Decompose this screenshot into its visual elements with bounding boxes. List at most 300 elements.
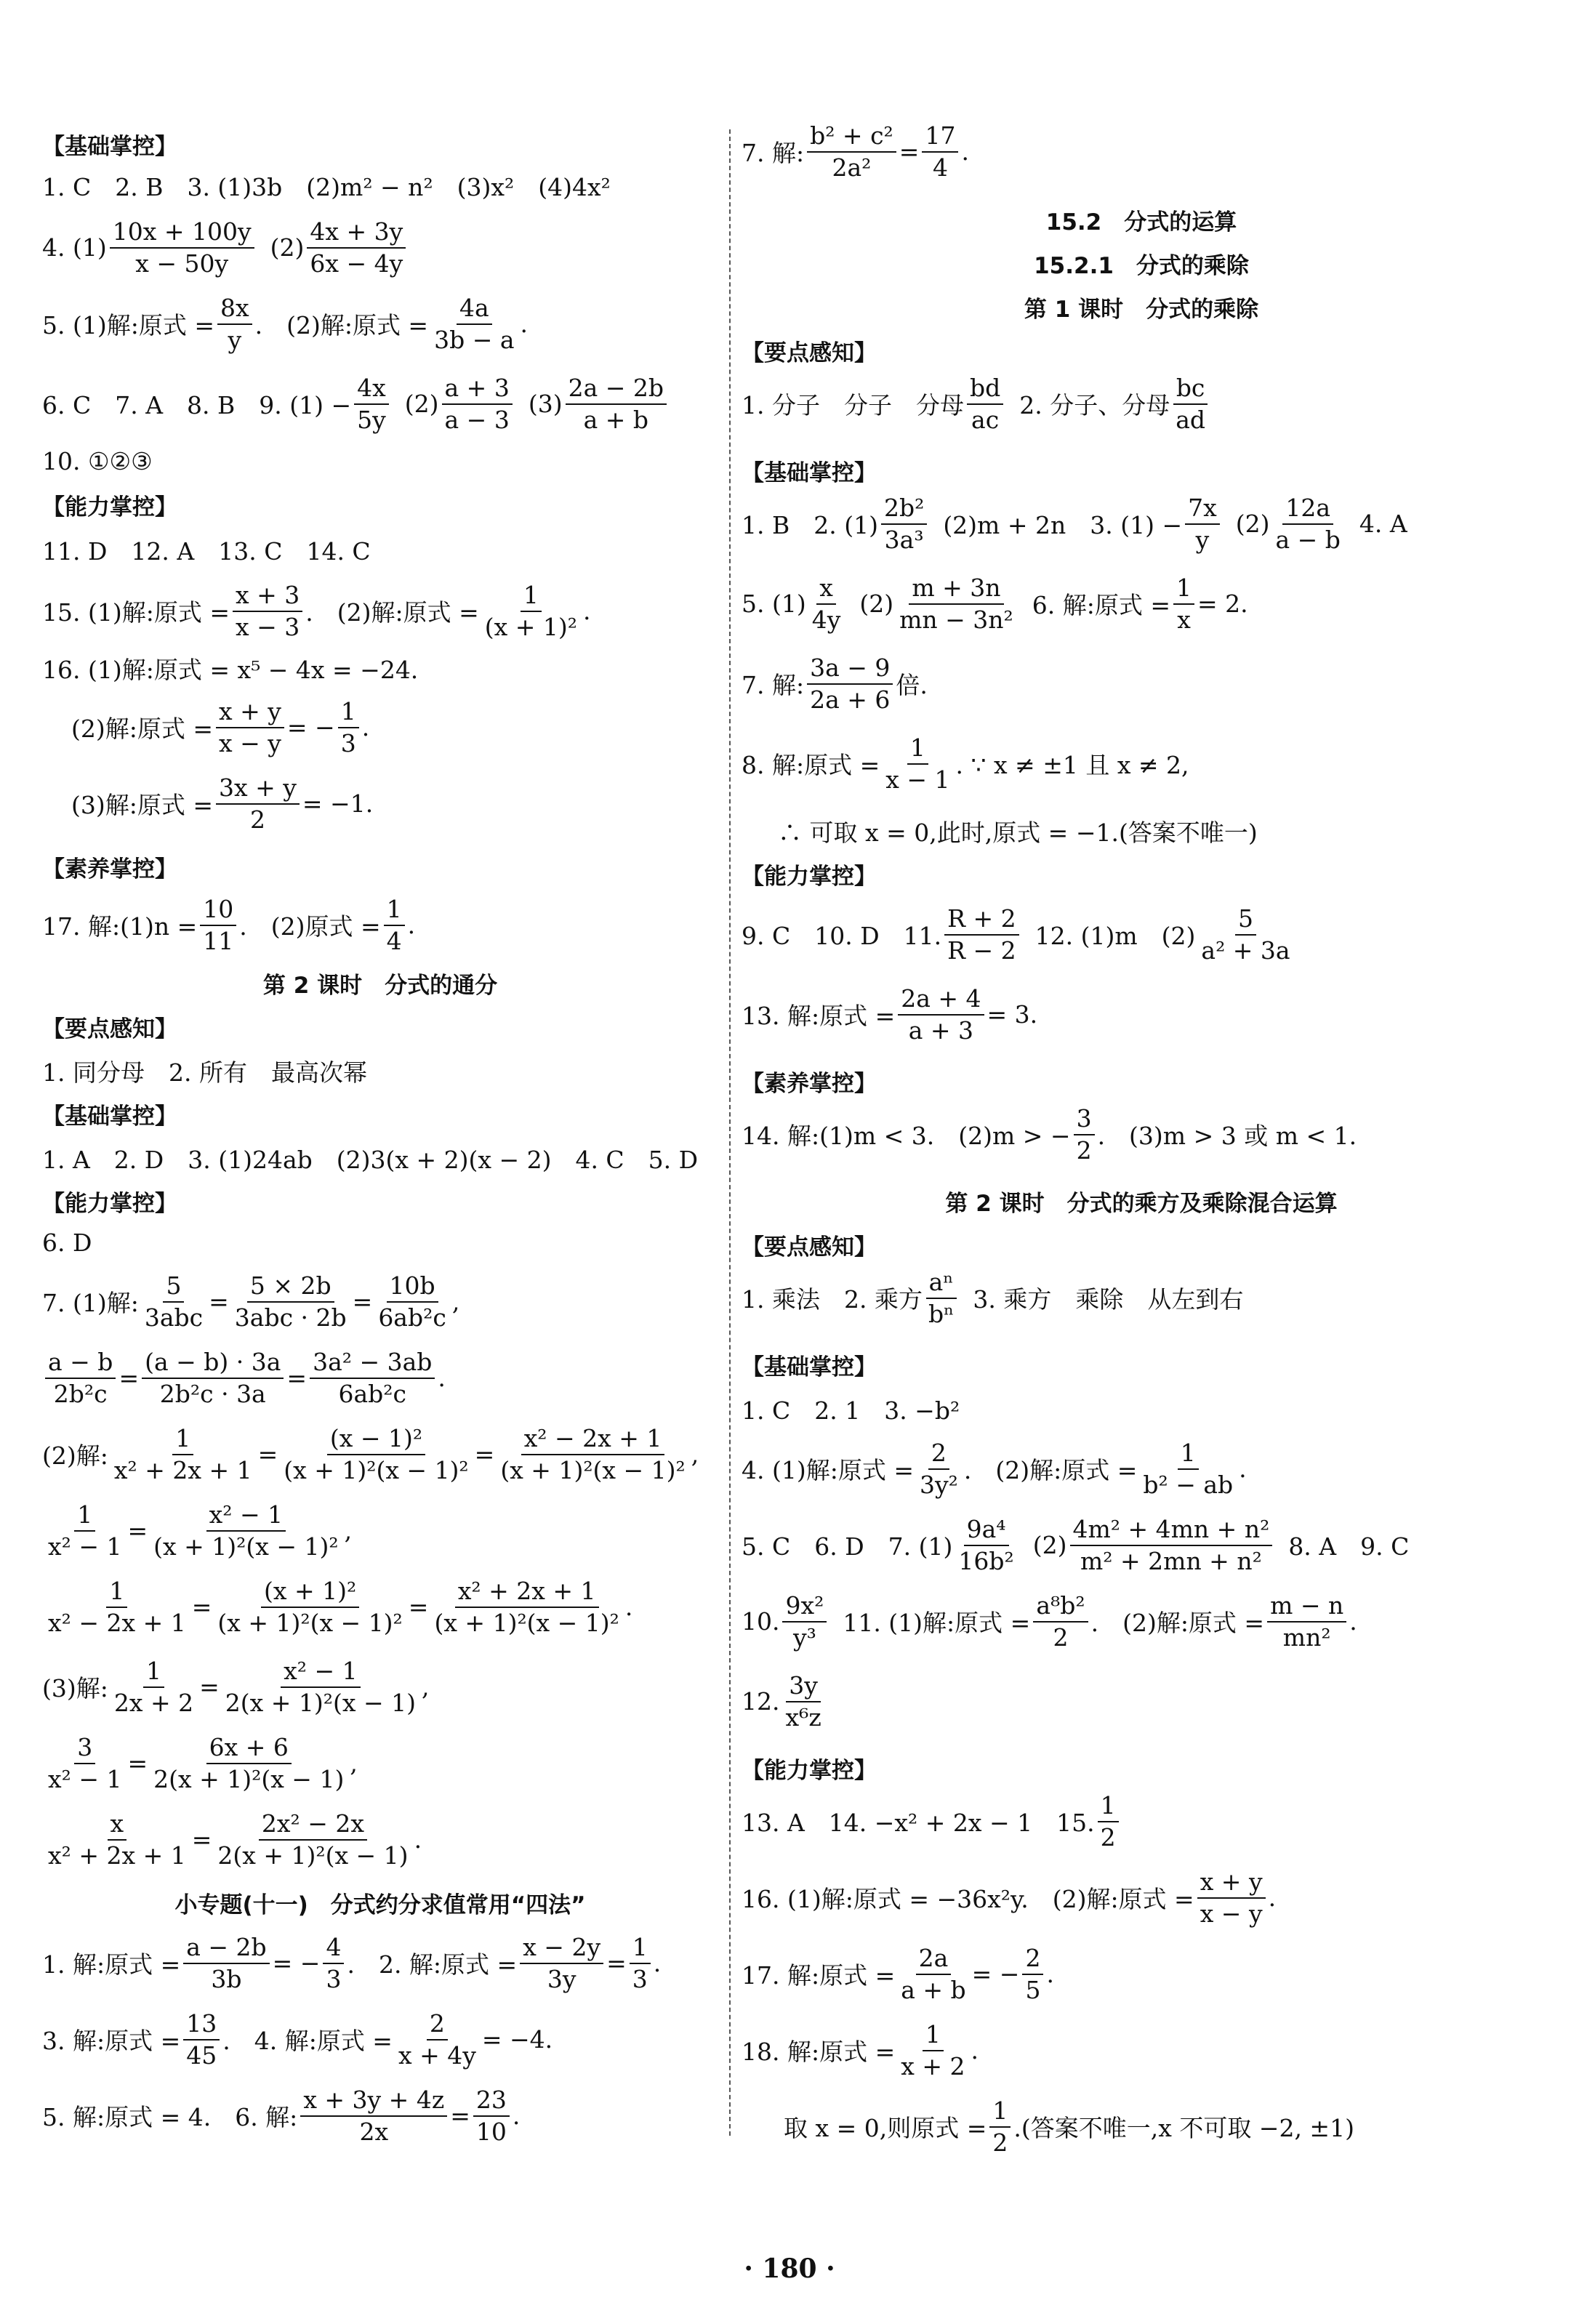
text: 4. (1)	[42, 233, 107, 262]
numerator: x + 3	[233, 582, 302, 612]
numerator: x + y	[1197, 1868, 1266, 1899]
text: ,	[344, 1516, 353, 1545]
fraction	[1074, 1105, 1095, 1165]
text: 8. A 9. C	[1288, 1532, 1410, 1561]
answer-line	[42, 896, 415, 955]
fraction	[809, 574, 844, 634]
denominator: (x + 1)²(x − 1)²	[434, 1608, 619, 1637]
denominator: x² − 2x + 1	[48, 1608, 186, 1637]
numerator: x² − 1	[206, 1501, 286, 1532]
text: 1. 解:原式 =	[42, 1950, 181, 1979]
text: . (2)解:原式 =	[963, 1456, 1138, 1485]
denominator: 5y	[357, 405, 386, 434]
numerator: (x + 1)²	[261, 1577, 359, 1608]
fraction	[431, 1577, 622, 1637]
fraction	[431, 294, 517, 354]
numerator: 4	[323, 1934, 344, 1964]
denominator: a + 3	[908, 1016, 974, 1045]
denominator: a − b	[1275, 525, 1341, 554]
numerator: 10	[200, 896, 236, 926]
denominator: 3y	[547, 1964, 576, 1993]
text: 1. B 2. (1)	[742, 511, 878, 540]
text: . (2)解:原式 =	[305, 598, 479, 627]
answer-line	[742, 2021, 979, 2080]
text: .	[361, 713, 370, 742]
text: . 4. 解:原式 =	[222, 2027, 393, 2056]
denominator: mn − 3n²	[899, 605, 1013, 634]
answer-line	[42, 1577, 632, 1637]
numerator: x² − 1	[281, 1657, 360, 1688]
fraction	[142, 1272, 206, 1332]
numerator: 2	[1022, 1945, 1043, 1975]
fraction	[1272, 494, 1343, 554]
fraction	[566, 374, 667, 434]
numerator: 13	[183, 2010, 220, 2040]
denominator: b² − ab	[1143, 1470, 1234, 1499]
denominator: x	[1177, 605, 1191, 634]
answer-line	[742, 985, 1037, 1045]
fraction	[898, 1945, 968, 2004]
denominator: 6x − 4y	[310, 249, 403, 278]
section-heading: 【能力掌控】	[742, 1758, 877, 1784]
answer-line	[42, 2010, 553, 2070]
lesson-title: 第 1 课时 分式的乘除	[1024, 297, 1259, 323]
fraction	[1022, 1945, 1043, 2004]
denominator: bⁿ	[928, 1299, 955, 1328]
denominator: a² + 3a	[1201, 936, 1290, 965]
denominator: 4	[932, 153, 948, 182]
text: (2)	[404, 390, 439, 419]
denominator: ad	[1176, 405, 1206, 434]
fraction	[375, 1272, 449, 1332]
denominator: 5	[1025, 1975, 1041, 2004]
numerator: x − 2y	[520, 1934, 603, 1964]
text: .	[1268, 1883, 1277, 1913]
text: .	[653, 1949, 662, 1978]
text: 5. (1)解:原式 =	[42, 311, 214, 340]
fraction	[183, 1934, 269, 1993]
denominator: x² − 1	[48, 1532, 122, 1561]
numerator: 5	[1235, 905, 1256, 936]
text: 8. 解:原式 =	[742, 751, 880, 780]
fraction	[442, 374, 513, 434]
denominator: m² + 2mn + n²	[1080, 1546, 1262, 1575]
numerator: 7x	[1185, 494, 1220, 525]
denominator: y	[228, 325, 242, 354]
denominator: 2b²c	[53, 1379, 108, 1408]
denominator: x + 2	[901, 2051, 965, 2080]
fraction	[111, 1425, 255, 1484]
numerator: (a − b) · 3a	[142, 1348, 284, 1379]
fraction	[1173, 374, 1208, 434]
denominator: x + 4y	[398, 2040, 476, 2070]
numerator: 12a	[1282, 494, 1333, 525]
numerator: 2x² − 2x	[259, 1810, 367, 1841]
numerator: x² − 2x + 1	[521, 1425, 665, 1455]
section-heading: 【基础掌控】	[742, 460, 877, 486]
numerator: 1	[172, 1425, 193, 1455]
answer-line	[742, 1592, 1357, 1652]
column-divider	[729, 129, 731, 2136]
fraction	[896, 574, 1016, 634]
text: =	[352, 1287, 373, 1316]
section-heading: 【要点感知】	[42, 1016, 177, 1042]
fraction	[323, 1934, 344, 1993]
lesson-title: 第 2 课时 分式的乘方及乘除混合运算	[945, 1191, 1338, 1217]
text: (3)	[528, 390, 563, 419]
denominator: 3b	[211, 1964, 242, 1993]
denominator: 3b − a	[434, 325, 515, 354]
fraction	[807, 122, 896, 182]
denominator: a + b	[901, 1975, 966, 2004]
numerator: a + 3	[442, 374, 513, 405]
fraction	[338, 698, 359, 757]
text: 5. (1)	[742, 590, 806, 619]
fraction	[217, 294, 252, 354]
denominator: x² + 2x + 1	[113, 1455, 252, 1484]
section-heading: 【要点感知】	[742, 340, 877, 366]
subsection-title: 15.2.1 分式的乘除	[1034, 253, 1249, 279]
numerator: 1	[338, 698, 359, 728]
topic-title: 小专题(十一) 分式约分求值常用“四法”	[174, 1892, 586, 1918]
numerator: 3a − 9	[807, 654, 893, 685]
text: 10.	[742, 1607, 780, 1636]
answer-line	[71, 774, 373, 834]
denominator: mn²	[1282, 1623, 1331, 1652]
text: .	[414, 1825, 422, 1854]
answer-line	[742, 905, 1296, 965]
answer-line	[42, 1934, 661, 1993]
text: 17. 解:原式 =	[742, 1961, 896, 1990]
text: .(答案不唯一,x 不可取 −2, ±1)	[1013, 2114, 1354, 2143]
text: =	[127, 1749, 148, 1778]
denominator: 2a²	[832, 153, 872, 182]
text: ,	[421, 1673, 430, 1702]
denominator: a − 3	[444, 405, 510, 434]
fraction	[917, 1439, 961, 1499]
fraction	[45, 1501, 124, 1561]
section-heading: 【素养掌控】	[42, 856, 177, 882]
text: =	[450, 2102, 470, 2131]
fraction	[281, 1425, 471, 1484]
denominator: 2x	[359, 2117, 389, 2146]
numerator: a⁸b²	[1033, 1592, 1088, 1623]
text: ,	[451, 1287, 460, 1316]
fraction	[1198, 905, 1293, 965]
fraction	[150, 1734, 347, 1793]
fraction	[216, 774, 300, 834]
answer-line	[742, 1105, 1357, 1165]
text: 3. 解:原式 =	[42, 2027, 181, 2056]
numerator: 17	[922, 122, 958, 153]
text: (2)	[270, 233, 305, 262]
answer-line	[742, 1516, 1409, 1575]
denominator: 2	[1100, 1822, 1116, 1851]
numerator: 2b²	[881, 494, 927, 525]
fraction	[989, 2097, 1011, 2157]
section-heading: 【要点感知】	[742, 1234, 877, 1260]
text: ,	[691, 1440, 699, 1469]
text: 6. C 7. A 8. B 9. (1) −	[42, 391, 352, 420]
answer-line	[42, 1501, 352, 1561]
section-heading: 【基础掌控】	[42, 134, 177, 160]
fraction	[200, 896, 236, 955]
denominator: R − 2	[947, 936, 1016, 965]
numerator: 9a⁴	[964, 1516, 1009, 1546]
text: 3. 乘方 乘除 从左到右	[973, 1285, 1244, 1314]
numerator: 3	[1074, 1105, 1095, 1135]
text: 15. (1)解:原式 =	[42, 598, 230, 627]
text: 14. 解:(1)m < 3. (2)m > −	[742, 1122, 1071, 1151]
answer-line	[742, 1792, 1122, 1851]
lesson-title: 第 2 课时 分式的通分	[262, 973, 498, 999]
answer-line	[742, 654, 928, 714]
answer-line	[42, 1425, 699, 1484]
text: = −1.	[302, 789, 374, 819]
text: =	[199, 1673, 220, 1702]
text: 13. 解:原式 =	[742, 1002, 896, 1031]
numerator: x	[816, 574, 836, 605]
numerator: x² + 2x + 1	[455, 1577, 599, 1608]
answer-line	[42, 2086, 520, 2146]
text: .	[1046, 1960, 1054, 1989]
numerator: b² + c²	[807, 122, 896, 153]
numerator: 1	[907, 734, 928, 765]
answer-line	[742, 1868, 1276, 1928]
denominator: y	[1195, 525, 1210, 554]
answer-line: 10. ①②③	[42, 447, 153, 475]
numerator: bd	[967, 374, 1003, 405]
numerator: aⁿ	[926, 1268, 957, 1299]
numerator: 4x + 3y	[307, 218, 406, 249]
text: . (3)m > 3 或 m < 1.	[1097, 1122, 1357, 1151]
fraction	[807, 654, 893, 714]
text: 2. 分子、分母	[1019, 391, 1170, 420]
denominator: 2(x + 1)²(x − 1)	[153, 1764, 345, 1793]
text: (2)解:	[42, 1442, 108, 1471]
answer-line: ∴ 可取 x = 0,此时,原式 = −1.(答案不唯一)	[778, 819, 1258, 847]
numerator: 3a² − 3ab	[310, 1348, 435, 1379]
text: =	[606, 1949, 627, 1978]
fraction	[898, 985, 984, 1045]
denominator: 3y²	[919, 1470, 958, 1499]
fraction	[45, 1734, 124, 1793]
text: =	[257, 1440, 278, 1469]
numerator: 5 × 2b	[247, 1272, 334, 1303]
numerator: a − 2b	[183, 1934, 269, 1964]
denominator: 2b²c · 3a	[159, 1379, 266, 1408]
answer-line: 1. 同分母 2. 所有 最高次幂	[42, 1058, 367, 1087]
numerator: 3y	[786, 1672, 821, 1702]
text: = −	[286, 713, 335, 742]
fraction	[922, 122, 958, 182]
numerator: 1	[106, 1577, 127, 1608]
fraction	[310, 1348, 435, 1408]
numerator: 1	[1173, 574, 1194, 605]
fraction	[45, 1810, 189, 1870]
answer-line: 6. D	[42, 1229, 92, 1257]
text: (2)	[1032, 1531, 1067, 1560]
page-number: · 180 ·	[744, 2253, 835, 2284]
numerator: m − n	[1267, 1592, 1346, 1623]
numerator: x + 3y + 4z	[300, 2086, 447, 2117]
text: =	[286, 1364, 308, 1393]
text: . 2. 解:原式 =	[347, 1950, 518, 1979]
denominator: 16b²	[958, 1546, 1014, 1575]
numerator: 1	[923, 2021, 944, 2051]
numerator: 23	[473, 2086, 510, 2117]
text: =	[191, 1825, 212, 1854]
denominator: 3	[340, 728, 356, 757]
numerator: 1	[521, 582, 542, 612]
text: (2)m + 2n 3. (1) −	[943, 511, 1183, 540]
numerator: 5	[163, 1272, 184, 1303]
fraction	[45, 1577, 189, 1637]
text: =	[899, 137, 920, 166]
text: 6. 解:原式 =	[1032, 591, 1171, 620]
denominator: x − 50y	[135, 249, 229, 278]
denominator: (x + 1)²	[484, 612, 577, 641]
numerator: a − b	[45, 1348, 116, 1379]
numerator: 2a + 4	[898, 985, 984, 1016]
denominator: 4	[386, 926, 402, 955]
answer-line	[42, 374, 670, 434]
text: (2)解:原式 =	[71, 715, 214, 744]
fraction	[482, 582, 580, 641]
text: .	[961, 137, 969, 166]
fraction	[1098, 1792, 1119, 1851]
text: (3)解:	[42, 1674, 108, 1703]
numerator: x + y	[216, 698, 284, 728]
denominator: 2	[1076, 1135, 1092, 1165]
numerator: 10b	[387, 1272, 438, 1303]
denominator: x − y	[1200, 1899, 1263, 1928]
denominator: 3a³	[884, 525, 924, 554]
fraction	[967, 374, 1003, 434]
text: = 3.	[987, 1000, 1038, 1029]
denominator: 45	[186, 2040, 217, 2070]
text: (2)	[1235, 510, 1270, 539]
numerator: 3x + y	[216, 774, 300, 805]
section-heading: 【能力掌控】	[42, 1191, 177, 1217]
text: 5. 解:原式 = 4. 6. 解:	[42, 2103, 298, 2132]
text: = 2.	[1197, 590, 1248, 619]
fraction	[222, 1657, 419, 1717]
denominator: 2	[249, 805, 265, 834]
numerator: 1	[989, 2097, 1011, 2128]
fraction	[232, 1272, 350, 1332]
fraction	[395, 2010, 479, 2070]
text: .	[624, 1593, 633, 1622]
fraction	[883, 734, 952, 794]
section-heading: 【基础掌控】	[42, 1103, 177, 1130]
denominator: 3	[632, 1964, 648, 1993]
denominator: 4y	[811, 605, 841, 634]
answer-line	[742, 122, 969, 182]
text: =	[118, 1364, 140, 1393]
fraction	[944, 905, 1018, 965]
fraction	[111, 1657, 196, 1717]
fraction	[925, 1268, 957, 1328]
numerator: 1	[1178, 1439, 1199, 1470]
text: 9. C 10. D 11.	[742, 922, 942, 951]
fraction	[233, 582, 302, 641]
numerator: 2	[928, 1439, 949, 1470]
text: .	[1349, 1607, 1357, 1636]
fraction	[630, 1934, 651, 1993]
section-heading: 【能力掌控】	[42, 494, 177, 520]
fraction	[183, 2010, 220, 2070]
answer-line	[742, 494, 1407, 554]
text: =	[191, 1593, 212, 1622]
text: .	[1239, 1455, 1247, 1484]
numerator: m + 3n	[909, 574, 1003, 605]
text: 1. 乘法 2. 乘方	[742, 1285, 923, 1314]
fraction	[881, 494, 927, 554]
fraction	[307, 218, 406, 278]
answer-line	[42, 294, 528, 354]
denominator: x⁶z	[785, 1702, 821, 1732]
answer-line	[42, 1272, 459, 1332]
denominator: x − 1	[885, 765, 950, 794]
text: 1. 分子 分子 分母	[742, 391, 964, 420]
denominator: 6ab²c	[338, 1379, 406, 1408]
denominator: (x + 1)²(x − 1)²	[284, 1455, 469, 1484]
answer-line	[742, 574, 1248, 634]
text: 17. 解:(1)n =	[42, 912, 198, 941]
fraction	[1173, 574, 1194, 634]
section-title: 15.2 分式的运算	[1045, 209, 1237, 236]
fraction	[142, 1348, 284, 1408]
numerator: R + 2	[944, 905, 1018, 936]
denominator: (x + 1)²(x − 1)²	[500, 1455, 686, 1484]
answer-line: 1. A 2. D 3. (1)24ab (2)3(x + 2)(x − 2) 4. C 5. D	[42, 1146, 699, 1174]
denominator: y³	[792, 1623, 816, 1652]
section-heading: 【基础掌控】	[742, 1354, 877, 1380]
numerator: 1	[1098, 1792, 1119, 1822]
fraction	[150, 1501, 341, 1561]
fraction	[110, 218, 254, 278]
text: 18. 解:原式 =	[742, 2038, 896, 2067]
fraction	[497, 1425, 688, 1484]
text: .	[582, 597, 591, 626]
text: ,	[350, 1749, 358, 1778]
text: = −4.	[481, 2025, 553, 2054]
text: =	[209, 1287, 229, 1316]
answer-line	[42, 1657, 429, 1717]
numerator: 8x	[217, 294, 252, 325]
text: 12.	[742, 1687, 780, 1716]
denominator: 3abc	[144, 1303, 204, 1332]
text: .	[520, 310, 529, 339]
numerator: 4a	[457, 294, 492, 325]
numerator: 4x	[354, 374, 389, 405]
text: =	[408, 1593, 429, 1622]
numerator: 1	[143, 1657, 164, 1688]
fraction	[898, 2021, 968, 2080]
text: 4. (1)解:原式 =	[742, 1456, 914, 1485]
fraction	[1070, 1516, 1273, 1575]
numerator: 10x + 100y	[110, 218, 254, 249]
text: 7. 解:	[742, 139, 805, 168]
text: =	[127, 1516, 148, 1545]
answer-line	[742, 734, 1189, 794]
denominator: 2a + 6	[810, 685, 891, 714]
section-heading: 【素养掌控】	[742, 1071, 877, 1097]
denominator: 2x + 2	[113, 1688, 194, 1717]
fraction	[384, 896, 405, 955]
fraction	[1267, 1592, 1346, 1652]
